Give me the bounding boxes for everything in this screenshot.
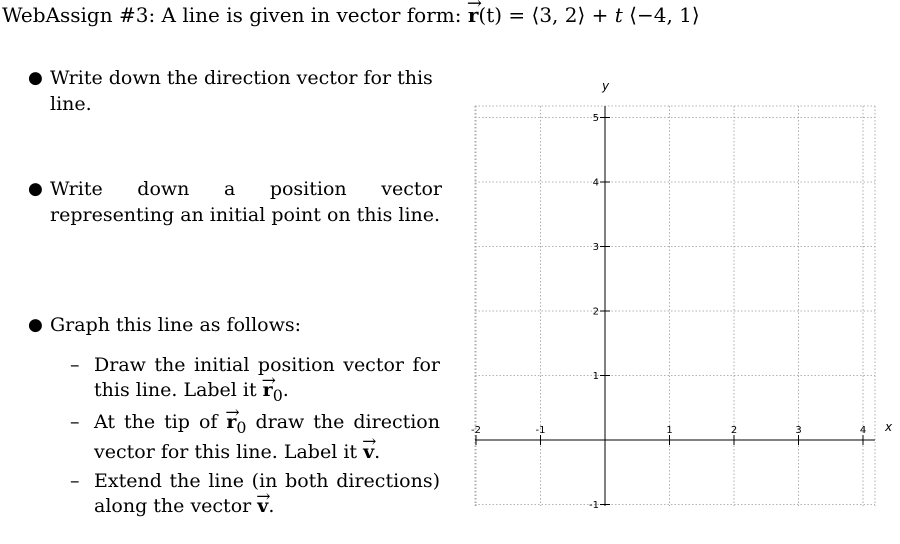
vector-r-symbol: → r [468, 3, 479, 27]
bullet-text: Graph this line as follows: [50, 314, 302, 336]
y-tick-label: -1 [589, 500, 599, 511]
sub-text-b: draw the direction vector for this line. Label it [94, 411, 440, 463]
y-tick-label: 4 [592, 177, 599, 189]
sub-text [94, 410, 440, 465]
vector-r-symbol: → r [226, 410, 236, 435]
sub-text [94, 353, 440, 408]
title-param: (t) = [478, 3, 532, 27]
bullet-dot: ● [28, 68, 43, 88]
x-tick-label: -1 [535, 425, 546, 436]
sub-text-b: . [268, 495, 275, 517]
sub-dash: – [70, 470, 80, 492]
vector-v-symbol: → v [363, 440, 374, 465]
sub-dash: – [70, 354, 80, 376]
bullet-text: Write down the direction vector for this line. [50, 67, 433, 115]
sub-text-c: . [374, 440, 381, 463]
sub-text-a: At the tip of [94, 411, 227, 433]
title-point: ⟨3, 2⟩ [531, 3, 586, 27]
x-tick-label: 2 [730, 425, 738, 436]
y-axis-label: y [602, 79, 610, 93]
tick-labels [471, 113, 866, 511]
y-tick-label: 1 [592, 371, 599, 382]
grid-lines [475, 106, 875, 506]
sub-text [94, 469, 440, 519]
bullet-text: Write down a position vector representing an initial point on this line. [50, 178, 442, 226]
x-axis-label: x [885, 420, 893, 434]
x-tick-label: 1 [666, 425, 673, 436]
title-plus: + [585, 3, 615, 27]
problem-title [2, 3, 700, 27]
axes [475, 106, 875, 506]
subscript-zero: 0 [272, 385, 283, 405]
sub-dash: – [70, 411, 80, 433]
bullet-dot: ● [28, 179, 43, 199]
title-t: t [614, 3, 623, 27]
vector-v-symbol: → v [257, 494, 268, 519]
x-tick-label: -2 [471, 425, 481, 436]
sub-text-b: . [282, 379, 289, 401]
subscript-zero: 0 [236, 417, 247, 437]
sub-text-a: Draw the initial position vector for this line. Label it [94, 354, 440, 401]
y-tick-label: 2 [592, 306, 599, 318]
sub-text-a: Extend the line (in both directions) along the vector [94, 470, 440, 517]
title-prefix: WebAssign #3: A line is given in vector form: [2, 3, 468, 27]
vector-r-symbol: → r [263, 378, 273, 403]
x-tick-label: 3 [795, 425, 802, 436]
coordinate-grid [455, 70, 900, 544]
y-tick-label: 3 [592, 242, 599, 253]
bullet-dot: ● [28, 315, 43, 335]
title-direction: ⟨−4, 1⟩ [622, 3, 700, 27]
y-tick-label: 5 [592, 113, 599, 124]
x-tick-label: 4 [859, 425, 867, 436]
